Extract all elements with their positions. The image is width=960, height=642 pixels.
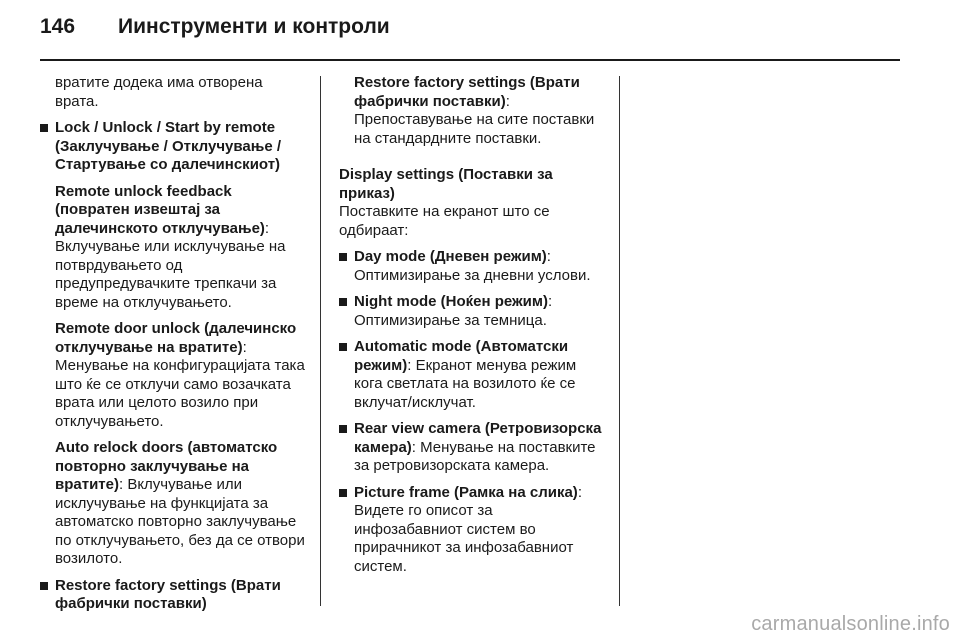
sub-item-remote-unlock-feedback (55, 183, 306, 313)
item-text: : Видете го описот за инфозабавниот систем во прирачникот за инфозабавниот систем. (354, 483, 582, 575)
item-title: Night mode (Ноќен режим) (354, 293, 548, 310)
sub-item-remote-door-unlock (55, 320, 306, 431)
list-item-day-mode (339, 248, 605, 285)
list-item-picture-frame (339, 484, 605, 577)
bullet-square-icon (40, 124, 48, 132)
watermark-link[interactable]: carmanualsonline.info (751, 613, 950, 635)
item-text: : Оптимизирање за темница. (354, 293, 553, 329)
item-text: : Препоставување на сите поставки на стандардните поставки. (354, 92, 595, 147)
list-item-rear-view-camera (339, 420, 605, 476)
sub-item-title: Remote door unlock (далечинско отклучување на вратите) (55, 320, 297, 356)
sub-item-text: : Менување на конфигурацијата така што ќе се отклучи само возачката врата или целото возило при отклучувањето. (55, 338, 305, 430)
bullet-square-icon (339, 343, 347, 351)
list-item-lock-unlock (40, 119, 306, 569)
item-text: : Менување на поставките за ретровизорската камера. (354, 438, 596, 474)
page-title: Иинструменти и контроли (118, 15, 390, 38)
sub-item-text: : Вклучување или исклучување на потврдувањето од предупредувачките трепкачи за време на отклучувањето. (55, 219, 286, 311)
item-title: Picture frame (Рамка на слика) (354, 483, 578, 501)
bullet-square-icon (339, 253, 347, 261)
item-title: Rear view camera (Ретровизорска камера) (354, 420, 602, 456)
item-text: : Екранот менува режим кога светлата на возилото ќе се вклучат/исклучат. (354, 356, 577, 411)
display-settings-heading: Display settings (Поставки за приказ) (339, 166, 553, 202)
list-item-restore-factory (40, 577, 306, 614)
sub-item-title: Remote unlock feedback (повратен извештај за далечинското отклучување) (55, 182, 265, 237)
column-divider-right (619, 76, 620, 606)
item-title: Restore factory settings (Врати фабрички поставки) (55, 576, 281, 612)
display-settings-intro: Поставките на екранот што се одбираат: (339, 203, 550, 239)
header-rule (40, 59, 900, 61)
column-divider-left (320, 76, 321, 606)
page-number: 146 (40, 15, 76, 38)
bullet-square-icon (339, 298, 347, 306)
item-title: Lock / Unlock / Start by remote (Заклучување / Отклучување / Стартување со далечинскиот) (55, 119, 282, 173)
sub-item-auto-relock (55, 439, 306, 569)
list-item-automatic-mode (339, 338, 605, 412)
intro-text: вратите додека има отворена врата. (55, 74, 263, 110)
bullet-square-icon (40, 582, 48, 590)
item-title: Automatic mode (Автоматски режим) (354, 338, 569, 374)
restore-factory-continued (339, 74, 605, 148)
list-item-night-mode (339, 293, 605, 330)
item-title: Day mode (Дневен режим) (354, 248, 547, 265)
item-title: Restore factory settings (Врати фабрички поставки) (354, 74, 580, 110)
sub-item-title: Auto relock doors (автоматско повторно заклучување на вратите) (55, 439, 278, 493)
bullet-square-icon (339, 489, 347, 497)
right-column (339, 74, 605, 576)
left-column (40, 74, 306, 614)
bullet-square-icon (339, 425, 347, 433)
sub-item-text: : Вклучување или исклучување на функцијата за автоматско повторно заклучување по отклучувањето, без да се отвори возилото. (55, 476, 305, 567)
item-text: : Оптимизирање за дневни услови. (354, 248, 591, 284)
